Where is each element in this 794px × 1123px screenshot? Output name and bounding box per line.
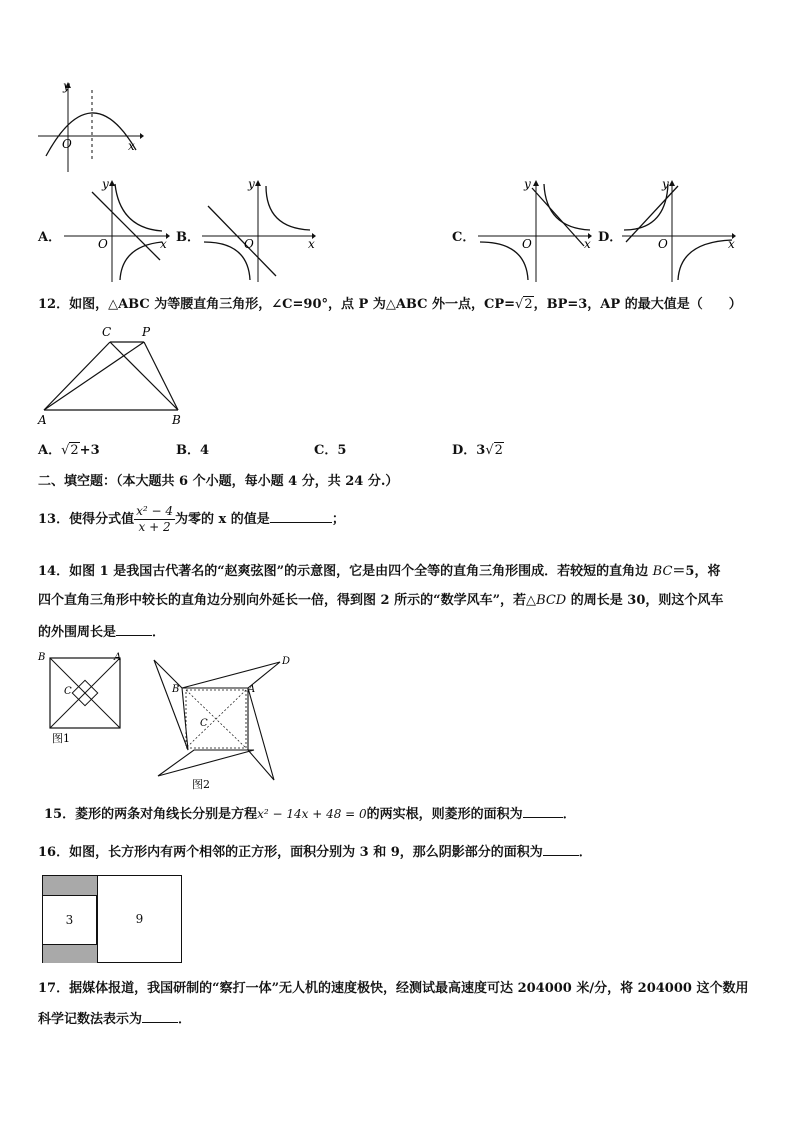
axis-y-label: y <box>662 177 669 191</box>
point-a-label: A <box>248 684 256 695</box>
small-square: 3 <box>43 896 97 944</box>
section2-title: 二、填空题：（本大题共 6 个小题，每小题 4 分，共 24 分.） <box>38 474 399 489</box>
q11-given-graph <box>36 78 144 174</box>
q14-line3: 的外围周长是 ． <box>38 625 166 640</box>
q15-question: 15．菱形的两条对角线长分别是方程x² − 14x + 48 = 0的两实根，则菱形的面积为 ． <box>44 807 576 822</box>
point-c-label: C <box>102 325 112 339</box>
q11-option-d-graph <box>620 176 740 284</box>
shaded-region-bottom <box>43 944 97 963</box>
q12-sqrt-cp: √2 <box>515 297 533 312</box>
q12-text-a: 12．如图，△ABC 为等腰直角三角形，∠C=90°，点 P 为△ABC 外一点，CP= <box>38 297 516 312</box>
q16-figure <box>42 875 182 963</box>
q17-line1: 17．据媒体报道，我国研制的“察打一体”无人机的速度极快，经测试最高速度可达 204000 米/分，将 204000 这个数用 <box>38 981 749 996</box>
origin-label: O <box>98 237 108 251</box>
axis-x-label: x <box>160 237 167 251</box>
q12-option-d: D．3√2 <box>452 443 503 458</box>
point-c-label: C <box>64 686 72 697</box>
q15-answer-blank[interactable] <box>523 817 563 818</box>
axis-y-label: y <box>102 177 109 191</box>
q12-question <box>38 298 742 311</box>
q11-option-c-graph <box>476 176 596 284</box>
q12-text-b: ，BP=3，AP 的最大值是（ ） <box>533 297 742 312</box>
q16-question: 16．如图，长方形内有两个相邻的正方形，面积分别为 3 和 9，那么阴影部分的面积为 ． <box>38 845 592 860</box>
q14-line2: 四个直角三角形中较长的直角边分别向外延长一倍，得到图 2 所示的“数学风车”，若△BCD 的周长是 30，则这个风车 <box>38 593 724 608</box>
q12-option-c: C．5 <box>314 443 347 458</box>
point-b-label: B <box>172 413 181 427</box>
origin-label: O <box>62 137 72 151</box>
origin-label: O <box>522 237 532 251</box>
q12-option-a: A．√2+3 <box>38 443 100 458</box>
axis-y-label: y <box>524 177 531 191</box>
axis-x-label: x <box>308 237 315 251</box>
q11-option-b-label: B． <box>176 230 200 245</box>
q14-answer-blank[interactable] <box>116 635 152 636</box>
q16-answer-blank[interactable] <box>543 855 579 856</box>
q11-option-a-label: A． <box>38 230 62 245</box>
origin-label: O <box>658 237 668 251</box>
q14-figure-1 <box>36 650 132 750</box>
q11-option-d-label: D． <box>598 230 623 245</box>
axis-x-label: x <box>128 139 135 153</box>
q11-option-c-label: C． <box>452 230 476 245</box>
q17-line2: 科学记数法表示为 ． <box>38 1012 192 1027</box>
q11-option-b-graph <box>200 176 318 284</box>
point-d-label: D <box>282 656 291 667</box>
origin-label: O <box>244 237 254 251</box>
q15-equation: x² − 14x + 48 = 0 <box>257 807 367 821</box>
figure-1-caption: 图1 <box>52 732 70 745</box>
axis-x-label: x <box>584 237 591 251</box>
q13-question: 13．使得分式值 $\frac{\text{x² − 4}}{x + 2}$ 为零的 x 的值是 ； <box>38 504 345 534</box>
q14-line1: 14．如图 1 是我国古代著名的“赵爽弦图”的示意图，它是由四个全等的直角三角形围成．若较短的直角边 BC＝5，将 <box>38 564 721 579</box>
shaded-region-top <box>43 876 97 896</box>
q13-fraction: $\frac{\text{x² − 4}}{x + 2}$ <box>136 504 173 534</box>
point-c-label: C <box>200 718 208 729</box>
point-b-label: B <box>38 652 46 663</box>
q14-figure-2 <box>150 650 296 796</box>
point-a-label: A <box>38 413 47 427</box>
q11-option-a-graph <box>62 176 172 284</box>
q17-answer-blank[interactable] <box>142 1022 178 1023</box>
q12-figure <box>36 322 186 428</box>
point-a-label: A <box>114 652 122 663</box>
axis-x-label: x <box>728 237 735 251</box>
axis-y-label: y <box>63 79 70 93</box>
q13-answer-blank[interactable] <box>270 522 332 523</box>
big-square: 9 <box>135 912 144 926</box>
q12-option-b: B．4 <box>176 443 210 458</box>
figure-2-caption: 图2 <box>192 778 210 791</box>
axis-y-label: y <box>248 177 255 191</box>
point-b-label: B <box>172 684 180 695</box>
point-p-label: P <box>142 325 151 339</box>
